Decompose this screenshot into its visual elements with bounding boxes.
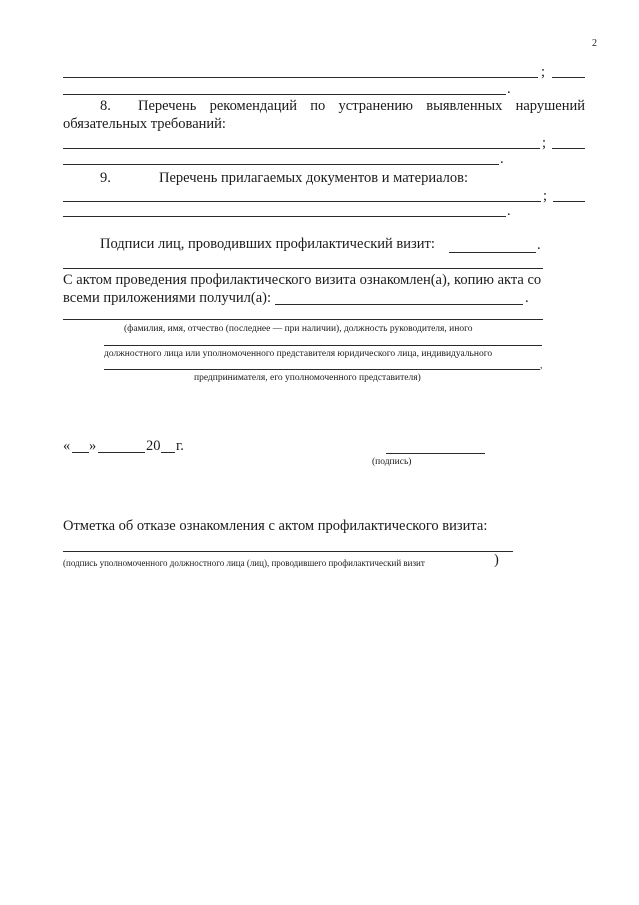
signature-line — [386, 453, 485, 454]
date-year-line — [161, 452, 175, 453]
acquaintance-name-line — [63, 319, 543, 320]
date-year-prefix: 20 — [146, 438, 161, 454]
signatures-label: Подписи лиц, проводивших профилактический визит: — [100, 236, 435, 252]
refusal-label: Отметка об отказе ознакомления с актом профилактического визита: — [63, 518, 488, 534]
date-close-quote: » — [89, 438, 97, 454]
acquaintance-name-line-2 — [104, 345, 542, 346]
acquaintance-caption-line2: должностного лица или уполномоченного представителя юридического лица, индивидуального — [104, 349, 493, 359]
acquaintance-line1: С актом проведения профилактического визита ознакомлен(а), копию акта со — [63, 272, 542, 288]
section7-fill-line-2 — [63, 94, 506, 95]
acquaintance-line2: всеми приложениями получил(а): — [63, 290, 271, 306]
refusal-caption: (подпись уполномоченного должностного лица (лиц), проводившего профилактический визит — [63, 558, 425, 568]
page-number: 2 — [592, 38, 597, 49]
section9-heading: Перечень прилагаемых документов и материалов: — [159, 170, 469, 186]
date-year-suffix: г. — [176, 438, 184, 454]
signature-caption: (подпись) — [372, 457, 412, 467]
date-open-quote: « — [63, 438, 71, 454]
section8-fill-line-1 — [63, 148, 540, 149]
acquaintance-name-line-3 — [104, 369, 540, 370]
section8-heading-line2: обязательных требований: — [63, 116, 226, 132]
acquaintance-caption-line2-end: , — [540, 361, 543, 371]
section7-fill-line-1-tail — [552, 77, 585, 78]
section8-heading-line1: Перечень рекомендаций по устранению выявленных нарушений — [138, 98, 585, 114]
section9-semicolon: ; — [543, 188, 548, 204]
refusal-caption-close: ) — [494, 552, 499, 568]
section8-fill-line-2 — [63, 164, 499, 165]
section8-semicolon: ; — [542, 135, 547, 151]
section7-fill-line-1 — [63, 77, 538, 78]
section8-fill-line-1-tail — [552, 148, 585, 149]
signatures-period: . — [537, 237, 541, 253]
signatures-fill-line-2 — [63, 268, 543, 269]
section8-period: . — [500, 151, 504, 167]
section8-number: 8. — [100, 98, 111, 114]
section9-fill-line-1-tail — [553, 201, 585, 202]
date-day-line — [72, 452, 89, 453]
section7-period: . — [507, 81, 511, 97]
section7-semicolon: ; — [541, 64, 546, 80]
section9-period: . — [507, 203, 511, 219]
signatures-fill-line — [449, 252, 536, 253]
date-month-line — [98, 452, 145, 453]
acquaintance-caption-line3: предпринимателя, его уполномоченного представителя) — [194, 373, 421, 383]
section9-number: 9. — [100, 170, 111, 186]
acquaintance-caption-line1: (фамилия, имя, отчество (последнее — при наличии), должность руководителя, иного — [124, 324, 473, 334]
section9-fill-line-2 — [63, 216, 506, 217]
refusal-fill-line — [63, 551, 513, 552]
section9-fill-line-1 — [63, 201, 541, 202]
acquaintance-period: . — [525, 290, 529, 306]
acquaintance-fill-line — [275, 304, 523, 305]
